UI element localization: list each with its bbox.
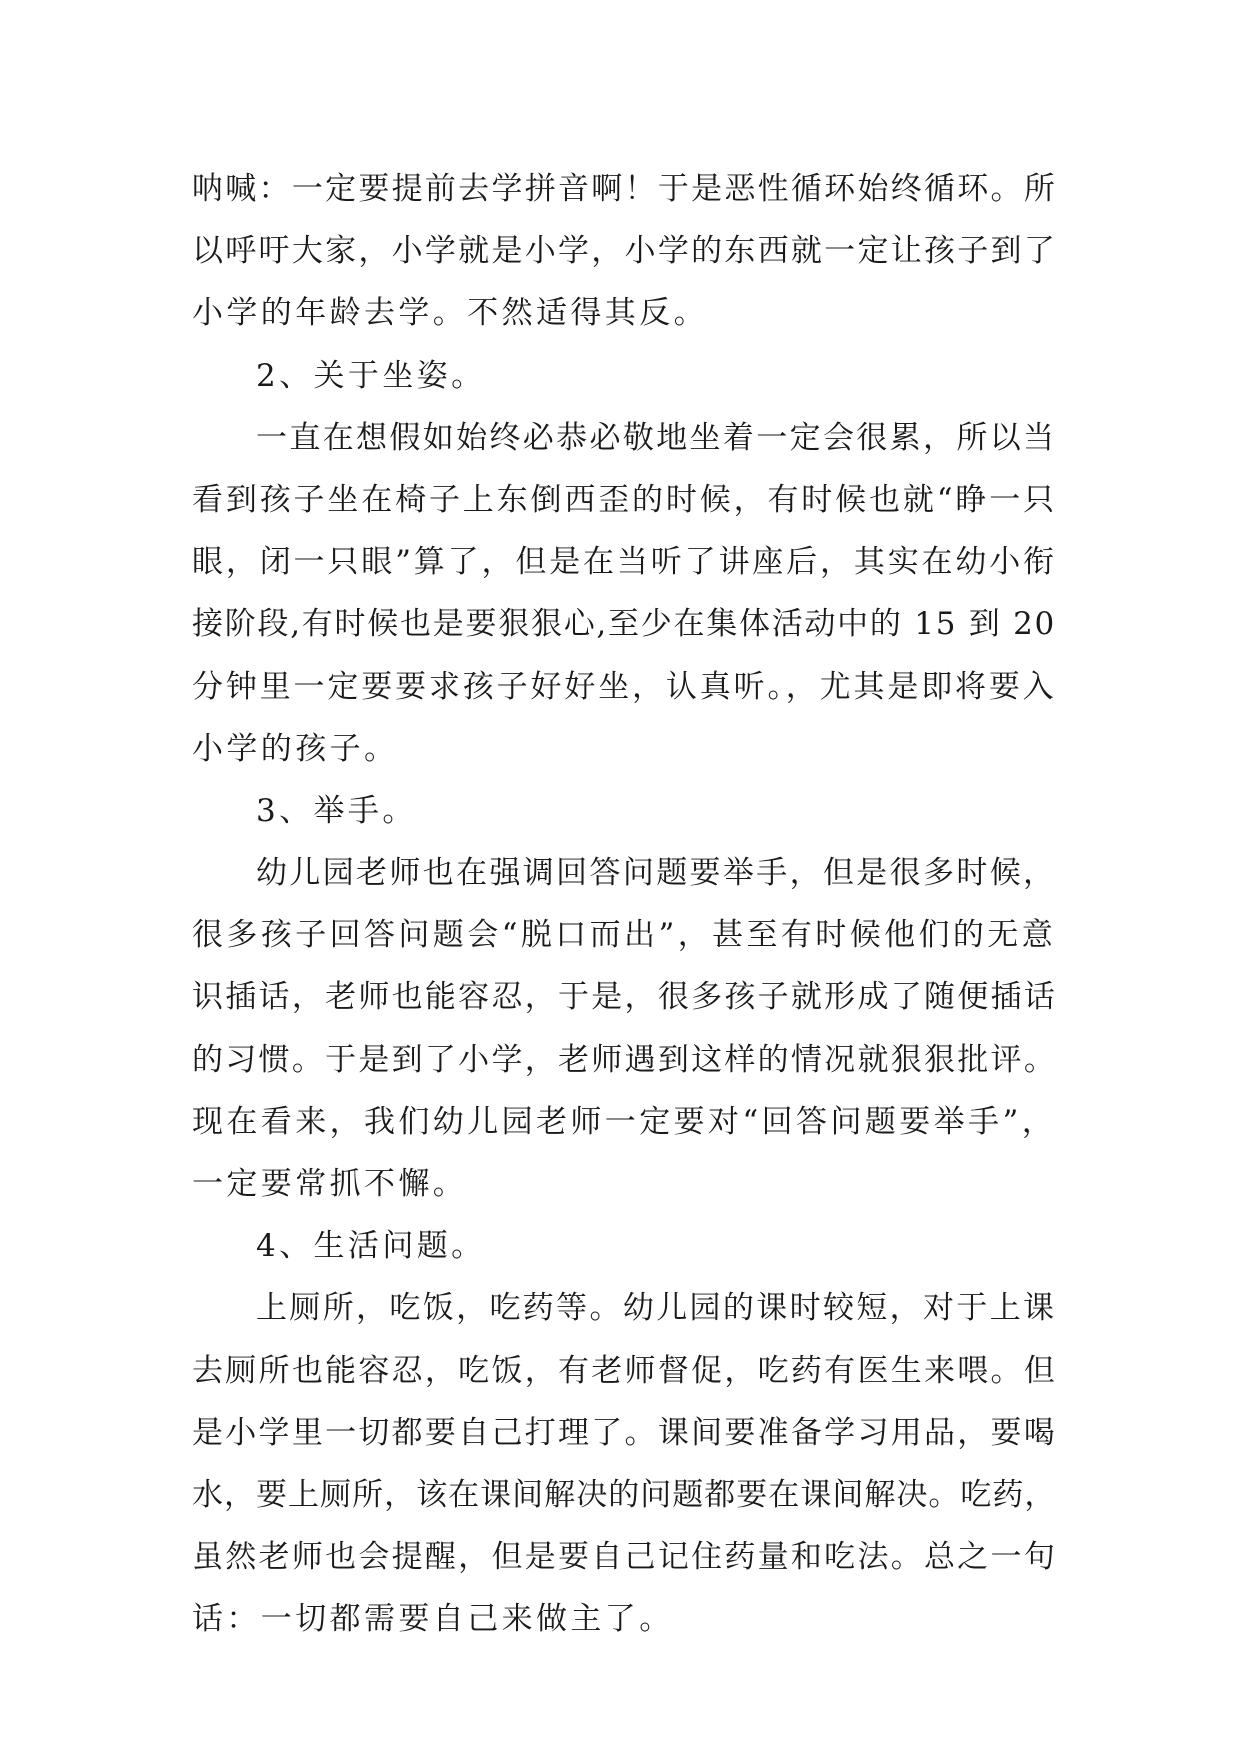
text-line: 小学的孩子。: [192, 730, 399, 767]
text-line: 一直在想假如始终必恭必敬地坐着一定会很累，所以当: [256, 419, 1057, 456]
text-line: 看到孩子坐在椅子上东倒西歪的时候，有时候也就“睁一只: [192, 481, 1057, 518]
text-line: 小学的年龄去学。不然适得其反。: [192, 295, 708, 332]
text-line: 虽然老师也会提醒，但是要自己记住药量和吃法。总之一句: [192, 1539, 1058, 1576]
text-line: 3、举手。: [256, 792, 417, 829]
text-line: 4、生活问题。: [256, 1228, 486, 1265]
text-line: 以呼吁大家，小学就是小学，小学的东西就一定让孩子到了: [192, 233, 1058, 270]
text-line: 去厕所也能容忍，吃饭，有老师督促，吃药有医生来喂。但: [192, 1352, 1058, 1389]
text-line: 呐喊：一定要提前去学拼音啊！于是恶性循环始终循环。所: [192, 171, 1058, 207]
text-line: 2、关于坐姿。: [256, 357, 486, 394]
text-line: 是小学里一切都要自己打理了。课间要准备学习用品，要喝: [192, 1414, 1058, 1451]
text-line: 水，要上厕所，该在课间解决的问题都要在课间解决。吃药，: [192, 1476, 1057, 1513]
text-line: 眼，闭一只眼”算了，但是在当听了讲座后，其实在幼小衔: [192, 544, 1057, 581]
text-line: 现在看来，我们幼儿园老师一定要对“回答问题要举手”，: [192, 1103, 1057, 1140]
body-text: [192, 158, 1058, 1651]
text-line: 上厕所，吃饭，吃药等。幼儿园的课时较短，对于上课: [256, 1290, 1057, 1327]
text-line: 一定要常抓不懈。: [192, 1166, 468, 1202]
text-line: 识插话，老师也能容忍，于是，很多孩子就形成了随便插话: [192, 979, 1058, 1016]
text-line: 很多孩子回答问题会“脱口而出”，甚至有时候他们的无意: [192, 917, 1057, 954]
text-line: 分钟里一定要要求孩子好好坐，认真听。，尤其是即将要入: [192, 668, 1057, 705]
text-line: 接阶段,有时候也是要狠狠心,至少在集体活动中的 15 到 20: [192, 606, 1057, 643]
text-line: 幼儿园老师也在强调回答问题要举手，但是很多时候，: [256, 855, 1057, 892]
text-line: 的习惯。于是到了小学，老师遇到这样的情况就狠狠批评。: [192, 1041, 1058, 1078]
text-line: 话：一切都需要自己来做主了。: [192, 1601, 674, 1638]
